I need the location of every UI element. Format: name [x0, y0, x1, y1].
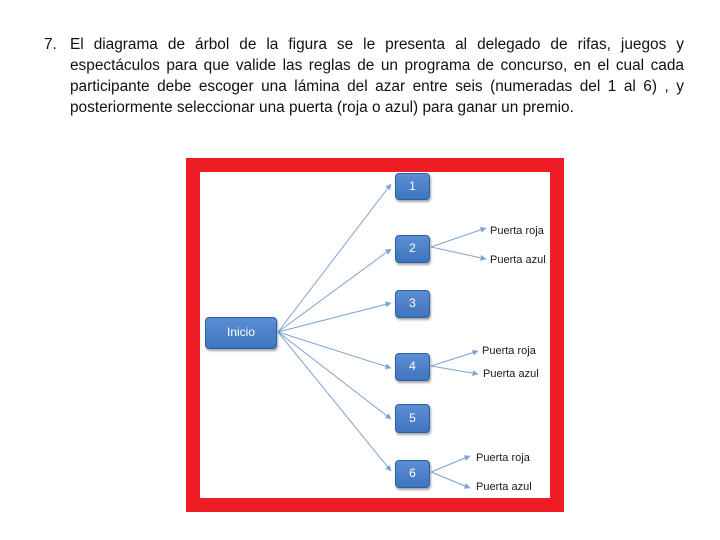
arrow-root-to-1	[278, 184, 391, 332]
card-node-6: 6	[395, 460, 430, 488]
door-label-4-azul: Puerta azul	[483, 368, 539, 380]
arrow-root-to-6	[278, 332, 391, 471]
arrow-2-to-roja	[431, 228, 486, 247]
arrow-root-to-2	[278, 249, 391, 332]
card-node-3: 3	[395, 290, 430, 318]
card-node-1: 1	[395, 173, 430, 200]
door-label-2-roja: Puerta roja	[490, 225, 544, 237]
arrow-4-to-azul	[431, 366, 478, 374]
arrow-4-to-roja	[431, 351, 478, 366]
arrow-root-to-3	[278, 303, 391, 332]
door-label-4-roja: Puerta roja	[482, 345, 536, 357]
arrow-root-to-5	[278, 332, 391, 419]
tree-diagram-figure	[186, 158, 564, 512]
card-node-4: 4	[395, 353, 430, 381]
door-label-2-azul: Puerta azul	[490, 254, 546, 266]
card-node-5: 5	[395, 404, 430, 433]
arrow-2-to-azul	[431, 247, 486, 259]
root-node-inicio: Inicio	[205, 317, 277, 349]
door-label-6-azul: Puerta azul	[476, 481, 532, 493]
card-node-2: 2	[395, 235, 430, 263]
question-number: 7.	[44, 36, 57, 53]
arrow-6-to-roja	[431, 456, 470, 472]
arrow-root-to-4	[278, 332, 391, 368]
arrow-6-to-azul	[431, 472, 470, 488]
door-label-6-roja: Puerta roja	[476, 452, 530, 464]
question-text: El diagrama de árbol de la figura se le presenta al delegado de rifas, juegos y espectáculos para que valide las reglas de un programa de concurso, en el cual cada participante debe escoger una lámina del azar entre seis (numeradas del 1 al 6) , y posteriormente seleccionar una puerta (roja o azul) para ganar un premio.	[70, 36, 684, 116]
question-block	[44, 34, 684, 118]
